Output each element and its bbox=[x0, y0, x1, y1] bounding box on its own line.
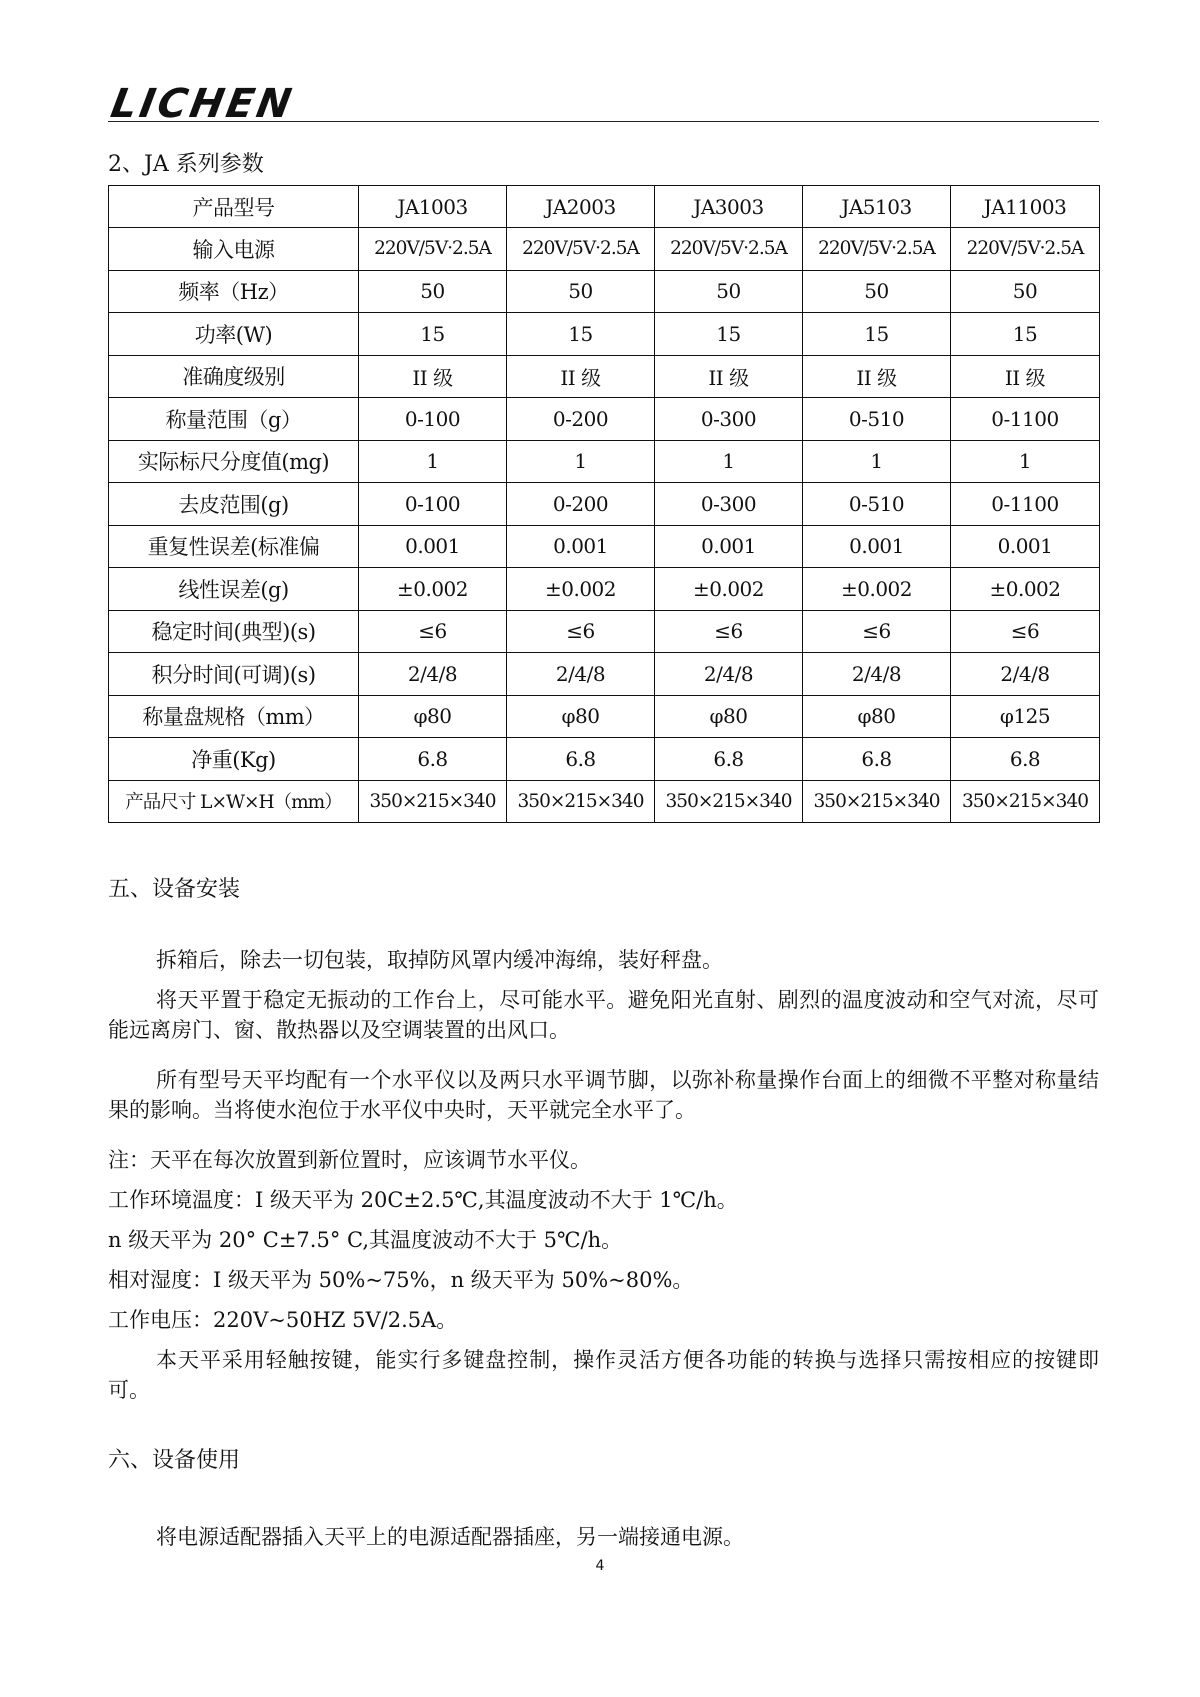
value-cell: ≤6 bbox=[655, 610, 803, 653]
install-temp-1: 工作环境温度：I 级天平为 20C±2.5℃,其温度波动不大于 1℃/h。 bbox=[108, 1188, 738, 1212]
install-paragraph-3: 所有型号天平均配有一个水平仪以及两只水平调节脚，以弥补称量操作台面上的细微不平整对称量结果的影响。当将使水泡位于水平仪中央时，天平就完全水平了。 bbox=[108, 1068, 1099, 1122]
value-cell: 1 bbox=[951, 440, 1100, 483]
table-row bbox=[109, 568, 1100, 611]
row-label-cell: 产品尺寸 L×W×H（mm） bbox=[109, 780, 359, 823]
value-cell: 1 bbox=[507, 440, 655, 483]
value-cell: 15 bbox=[359, 313, 507, 356]
value-cell: 0-100 bbox=[359, 398, 507, 441]
value-cell: 6.8 bbox=[803, 738, 951, 781]
row-label-cell: 功率(W) bbox=[109, 313, 359, 356]
value-cell: 6.8 bbox=[507, 738, 655, 781]
value-cell: φ80 bbox=[359, 695, 507, 738]
value-cell: II 级 bbox=[951, 355, 1100, 398]
value-cell: ≤6 bbox=[507, 610, 655, 653]
value-cell: 50 bbox=[803, 270, 951, 313]
value-cell: 0-510 bbox=[803, 398, 951, 441]
value-cell: 1 bbox=[359, 440, 507, 483]
value-cell: 0.001 bbox=[655, 525, 803, 568]
value-cell: 15 bbox=[655, 313, 803, 356]
table-row bbox=[109, 780, 1100, 823]
value-cell: 220V/5V·2.5A bbox=[359, 228, 507, 271]
row-label-cell: 去皮范围(g) bbox=[109, 483, 359, 526]
usage-paragraph-1: 将电源适配器插入天平上的电源适配器插座，另一端接通电源。 bbox=[156, 1525, 744, 1549]
table-header-cell: JA1003 bbox=[359, 186, 507, 228]
value-cell: 1 bbox=[655, 440, 803, 483]
table-row bbox=[109, 525, 1100, 568]
table-row bbox=[109, 653, 1100, 696]
value-cell: ≤6 bbox=[359, 610, 507, 653]
table-row bbox=[109, 228, 1100, 271]
value-cell: II 级 bbox=[655, 355, 803, 398]
value-cell: 350×215×340 bbox=[803, 780, 951, 823]
table-header-cell: 产品型号 bbox=[109, 186, 359, 228]
value-cell: 0.001 bbox=[507, 525, 655, 568]
row-label-cell: 频率（Hz） bbox=[109, 270, 359, 313]
table-header-cell: JA3003 bbox=[655, 186, 803, 228]
value-cell: 220V/5V·2.5A bbox=[803, 228, 951, 271]
value-cell: 6.8 bbox=[655, 738, 803, 781]
table-header-row bbox=[109, 186, 1100, 228]
value-cell: φ80 bbox=[655, 695, 803, 738]
value-cell: 0-300 bbox=[655, 483, 803, 526]
table-row bbox=[109, 440, 1100, 483]
value-cell: ±0.002 bbox=[655, 568, 803, 611]
row-label-cell: 重复性误差(标准偏 bbox=[109, 525, 359, 568]
install-humidity: 相对湿度：I 级天平为 50%~75%，n 级天平为 50%~80%。 bbox=[108, 1268, 694, 1292]
value-cell: 6.8 bbox=[359, 738, 507, 781]
install-paragraph-1: 拆箱后，除去一切包装，取掉防风罩内缓冲海绵，装好秤盘。 bbox=[156, 948, 723, 972]
table-section-heading: 2、JA 系列参数 bbox=[108, 152, 264, 177]
value-cell: II 级 bbox=[803, 355, 951, 398]
row-label-cell: 线性误差(g) bbox=[109, 568, 359, 611]
value-cell: 50 bbox=[507, 270, 655, 313]
table-header-cell: JA5103 bbox=[803, 186, 951, 228]
row-label-cell: 准确度级别 bbox=[109, 355, 359, 398]
value-cell: 2/4/8 bbox=[359, 653, 507, 696]
table-row bbox=[109, 355, 1100, 398]
lichen-logo: LICHEN bbox=[107, 81, 298, 127]
value-cell: ±0.002 bbox=[803, 568, 951, 611]
install-section-heading: 五、设备安装 bbox=[108, 877, 241, 902]
install-paragraph-4: 本天平采用轻触按键，能实行多键盘控制，操作灵活方便各功能的转换与选择只需按相应的按键即可。 bbox=[108, 1348, 1099, 1402]
spec-table-body bbox=[109, 186, 1100, 823]
value-cell: 1 bbox=[803, 440, 951, 483]
value-cell: ±0.002 bbox=[951, 568, 1100, 611]
value-cell: ≤6 bbox=[803, 610, 951, 653]
value-cell: 2/4/8 bbox=[951, 653, 1100, 696]
value-cell: ±0.002 bbox=[359, 568, 507, 611]
value-cell: 0-200 bbox=[507, 398, 655, 441]
header-divider bbox=[108, 121, 1099, 122]
table-row bbox=[109, 738, 1100, 781]
install-note: 注：天平在每次放置到新位置时，应该调节水平仪。 bbox=[108, 1148, 591, 1172]
value-cell: II 级 bbox=[359, 355, 507, 398]
page-number: 4 bbox=[595, 1558, 605, 1574]
value-cell: 0.001 bbox=[359, 525, 507, 568]
table-row bbox=[109, 398, 1100, 441]
row-label-cell: 实际标尺分度值(mg) bbox=[109, 440, 359, 483]
spec-table bbox=[108, 185, 1100, 823]
value-cell: 0.001 bbox=[803, 525, 951, 568]
row-label-cell: 称量范围（g） bbox=[109, 398, 359, 441]
value-cell: φ125 bbox=[951, 695, 1100, 738]
value-cell: 0-1100 bbox=[951, 398, 1100, 441]
value-cell: 50 bbox=[359, 270, 507, 313]
value-cell: 350×215×340 bbox=[951, 780, 1100, 823]
value-cell: 0.001 bbox=[951, 525, 1100, 568]
row-label-cell: 积分时间(可调)(s) bbox=[109, 653, 359, 696]
table-row bbox=[109, 695, 1100, 738]
value-cell: 0-510 bbox=[803, 483, 951, 526]
table-row bbox=[109, 270, 1100, 313]
install-voltage: 工作电压：220V~50HZ 5V/2.5A。 bbox=[108, 1308, 458, 1332]
value-cell: 0-1100 bbox=[951, 483, 1100, 526]
value-cell: 0-200 bbox=[507, 483, 655, 526]
install-temp-2: n 级天平为 20° C±7.5° C,其温度波动不大于 5℃/h。 bbox=[108, 1228, 623, 1252]
value-cell: 220V/5V·2.5A bbox=[507, 228, 655, 271]
value-cell: 50 bbox=[951, 270, 1100, 313]
value-cell: 2/4/8 bbox=[803, 653, 951, 696]
table-header-cell: JA11003 bbox=[951, 186, 1100, 228]
value-cell: 2/4/8 bbox=[507, 653, 655, 696]
value-cell: 50 bbox=[655, 270, 803, 313]
value-cell: 350×215×340 bbox=[655, 780, 803, 823]
value-cell: 220V/5V·2.5A bbox=[951, 228, 1100, 271]
row-label-cell: 稳定时间(典型)(s) bbox=[109, 610, 359, 653]
table-row bbox=[109, 610, 1100, 653]
value-cell: ±0.002 bbox=[507, 568, 655, 611]
value-cell: 350×215×340 bbox=[507, 780, 655, 823]
row-label-cell: 称量盘规格（mm） bbox=[109, 695, 359, 738]
value-cell: 350×215×340 bbox=[359, 780, 507, 823]
value-cell: II 级 bbox=[507, 355, 655, 398]
value-cell: 2/4/8 bbox=[655, 653, 803, 696]
table-header-cell: JA2003 bbox=[507, 186, 655, 228]
value-cell: 220V/5V·2.5A bbox=[655, 228, 803, 271]
usage-section-heading: 六、设备使用 bbox=[108, 1448, 241, 1473]
row-label-cell: 净重(Kg) bbox=[109, 738, 359, 781]
table-row bbox=[109, 483, 1100, 526]
value-cell: 6.8 bbox=[951, 738, 1100, 781]
row-label-cell: 输入电源 bbox=[109, 228, 359, 271]
value-cell: 15 bbox=[951, 313, 1100, 356]
table-row bbox=[109, 313, 1100, 356]
value-cell: 15 bbox=[803, 313, 951, 356]
value-cell: 0-300 bbox=[655, 398, 803, 441]
value-cell: φ80 bbox=[803, 695, 951, 738]
value-cell: 0-100 bbox=[359, 483, 507, 526]
value-cell: 15 bbox=[507, 313, 655, 356]
value-cell: ≤6 bbox=[951, 610, 1100, 653]
value-cell: φ80 bbox=[507, 695, 655, 738]
install-paragraph-2: 将天平置于稳定无振动的工作台上，尽可能水平。避免阳光直射、剧烈的温度波动和空气对流，尽可能远离房门、窗、散热器以及空调装置的出风口。 bbox=[108, 988, 1099, 1042]
